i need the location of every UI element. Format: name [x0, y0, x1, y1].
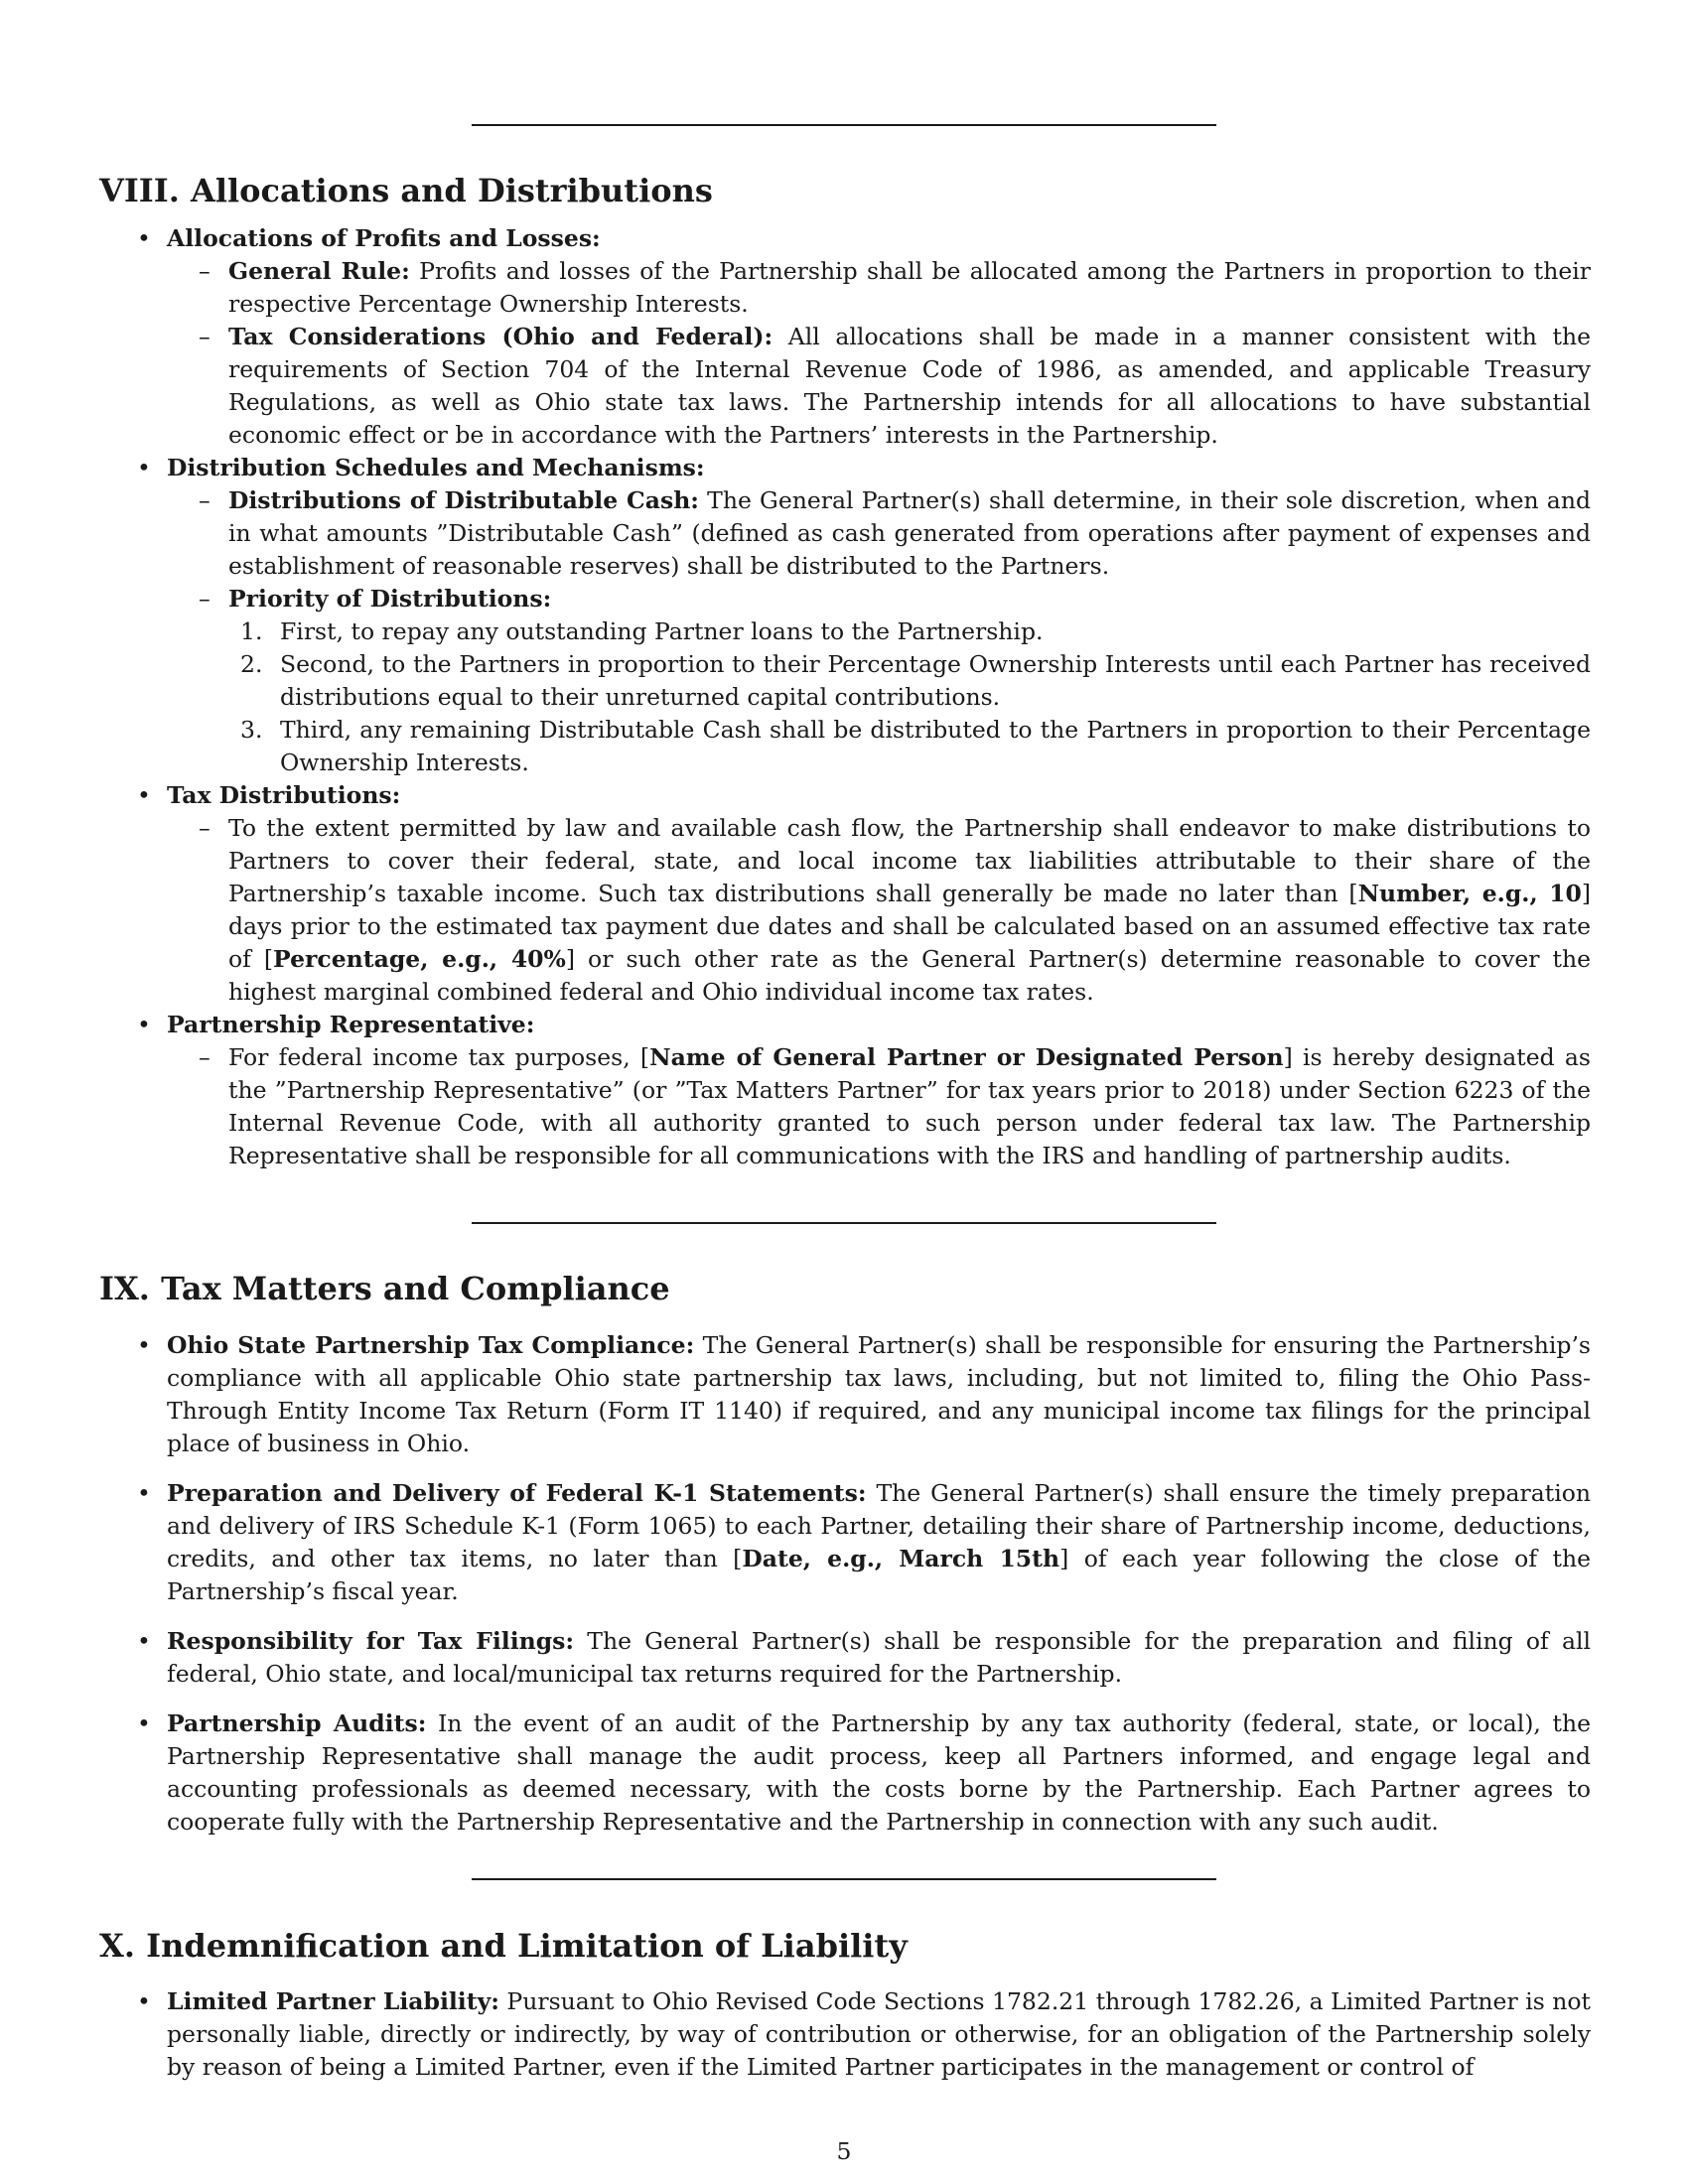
section-x-body — [99, 1985, 1591, 2084]
list-item-tax-distributions-detail: – To the extent permitted by law and available cash flow, the Partnership shall endeavor to make distributions to Partners to cover their federal, state, and local income tax liabilities attributable to their share of the Partnership’s taxable income. Such tax distributions shall generally be made no later than [Number, e.g., 10] days prior to the estimated tax payment due dates and shall be calculated based on an assumed effective tax rate of [Percentage, e.g., 40%] or such other rate as the General Partner(s) determine reasonable to cover the highest marginal combined federal and Ohio individual income tax rates. — [99, 812, 1591, 1009]
list-item-priority-3: 3. Third, any remaining Distributable Cash shall be distributed to the Partners in proportion to their Percentage Ownership Interests. — [240, 716, 1591, 776]
list-item-partnership-representative: • Partnership Representative: — [99, 1009, 1591, 1041]
placeholder-date: Date, e.g., March 15th — [742, 1545, 1060, 1572]
list-item-k1-statements: • Preparation and Delivery of Federal K-1 Statements: The General Partner(s) shall ensure the timely preparation and delivery of IRS Schedule K-1 (Form 1065) to each Partner, detailing their share of Partnership income, deductions, credits, and other tax items, no later than [Date, e.g., March 15th] of each year following the close of the Partnership’s fiscal year. — [99, 1477, 1591, 1608]
section-ix-body — [99, 1329, 1591, 1839]
document-page — [99, 0, 1591, 2184]
section-title-x: X. Indemnification and Limitation of Liability — [99, 1927, 908, 1965]
list-item-ohio-compliance: • Ohio State Partnership Tax Compliance: The General Partner(s) shall be responsible for ensuring the Partnership’s compliance with all applicable Ohio state partnership tax laws, including, but not limited to, filing the Ohio Pass-Through Entity Income Tax Return (Form IT 1140) if required, and any municipal income tax filings for the principal place of business in Ohio. — [99, 1329, 1591, 1460]
section-divider — [472, 1222, 1216, 1224]
list-item-tax-distributions: • Tax Distributions: — [99, 779, 1591, 812]
list-item-priority-1: 1. First, to repay any outstanding Partner loans to the Partnership. — [240, 617, 1044, 645]
list-item-representative-detail: – For federal income tax purposes, [Name of General Partner or Designated Person] is hereby designated as the ”Partnership Representative” (or ”Tax Matters Partner” for tax years prior to 2018) under Section 6223 of the Internal Revenue Code, with all authority granted to such person under federal tax law. The Partnership Representative shall be responsible for all communications with the IRS and handling of partnership audits. — [99, 1041, 1591, 1172]
section-viii-body — [99, 222, 1591, 1172]
list-item-partnership-audits: • Partnership Audits: In the event of an audit of the Partnership by any tax authority (federal, state, or local), the Partnership Representative shall manage the audit process, keep all Partners informed, and engage legal and accounting professionals as deemed necessary, with the costs borne by the Partnership. Each Partner agrees to cooperate fully with the Partnership Representative and the Partnership in connection with any such audit. — [99, 1707, 1591, 1839]
page-number: 5 — [836, 2137, 852, 2165]
list-item-priority-2: 2. Second, to the Partners in proportion to their Percentage Ownership Interests until each Partner has received distributions equal to their unreturned capital contributions. — [240, 650, 1591, 711]
list-item-limited-partner-liability: • Limited Partner Liability: Pursuant to Ohio Revised Code Sections 1782.21 through 1782.26, a Limited Partner is not personally liable, directly or indirectly, by way of contribution or otherwise, for an obligation of the Partnership solely by reason of being a Limited Partner, even if the Limited Partner participates in the management or control of — [99, 1985, 1591, 2084]
section-divider — [472, 124, 1216, 126]
list-item-distributable-cash: – Distributions of Distributable Cash: The General Partner(s) shall determine, in their sole discretion, when and in what amounts ”Distributable Cash” (defined as cash generated from operations after payment of expenses and establishment of reasonable reserves) shall be distributed to the Partners. — [99, 484, 1591, 583]
list-item-tax-considerations: – Tax Considerations (Ohio and Federal): All allocations shall be made in a manner consistent with the requirements of Section 704 of the Internal Revenue Code of 1986, as amended, and applicable Treasury Regulations, as well as Ohio state tax laws. The Partnership intends for all allocations to have substantial economic effect or be in accordance with the Partners’ interests in the Partnership. — [99, 321, 1591, 452]
list-item-distribution-schedules: • Distribution Schedules and Mechanisms: — [99, 452, 1591, 484]
section-divider — [472, 1878, 1216, 1880]
placeholder-rate: Percentage, e.g., 40% — [273, 945, 566, 973]
placeholder-name: Name of General Partner or Designated Person — [649, 1043, 1284, 1071]
list-item-priority: – Priority of Distributions: — [99, 583, 1591, 615]
list-item-allocations: • Allocations of Profits and Losses: — [99, 222, 1591, 255]
placeholder-days: Number, e.g., 10 — [1357, 880, 1582, 907]
section-title-ix: IX. Tax Matters and Compliance — [99, 1270, 670, 1307]
section-title-viii: VIII. Allocations and Distributions — [99, 172, 713, 209]
list-item-tax-filings: • Responsibility for Tax Filings: The General Partner(s) shall be responsible for the preparation and filing of all federal, Ohio state, and local/municipal tax returns required for the Partnership. — [99, 1625, 1591, 1691]
list-item-general-rule: – General Rule: Profits and losses of the Partnership shall be allocated among the Partners in proportion to their respective Percentage Ownership Interests. — [99, 255, 1591, 321]
